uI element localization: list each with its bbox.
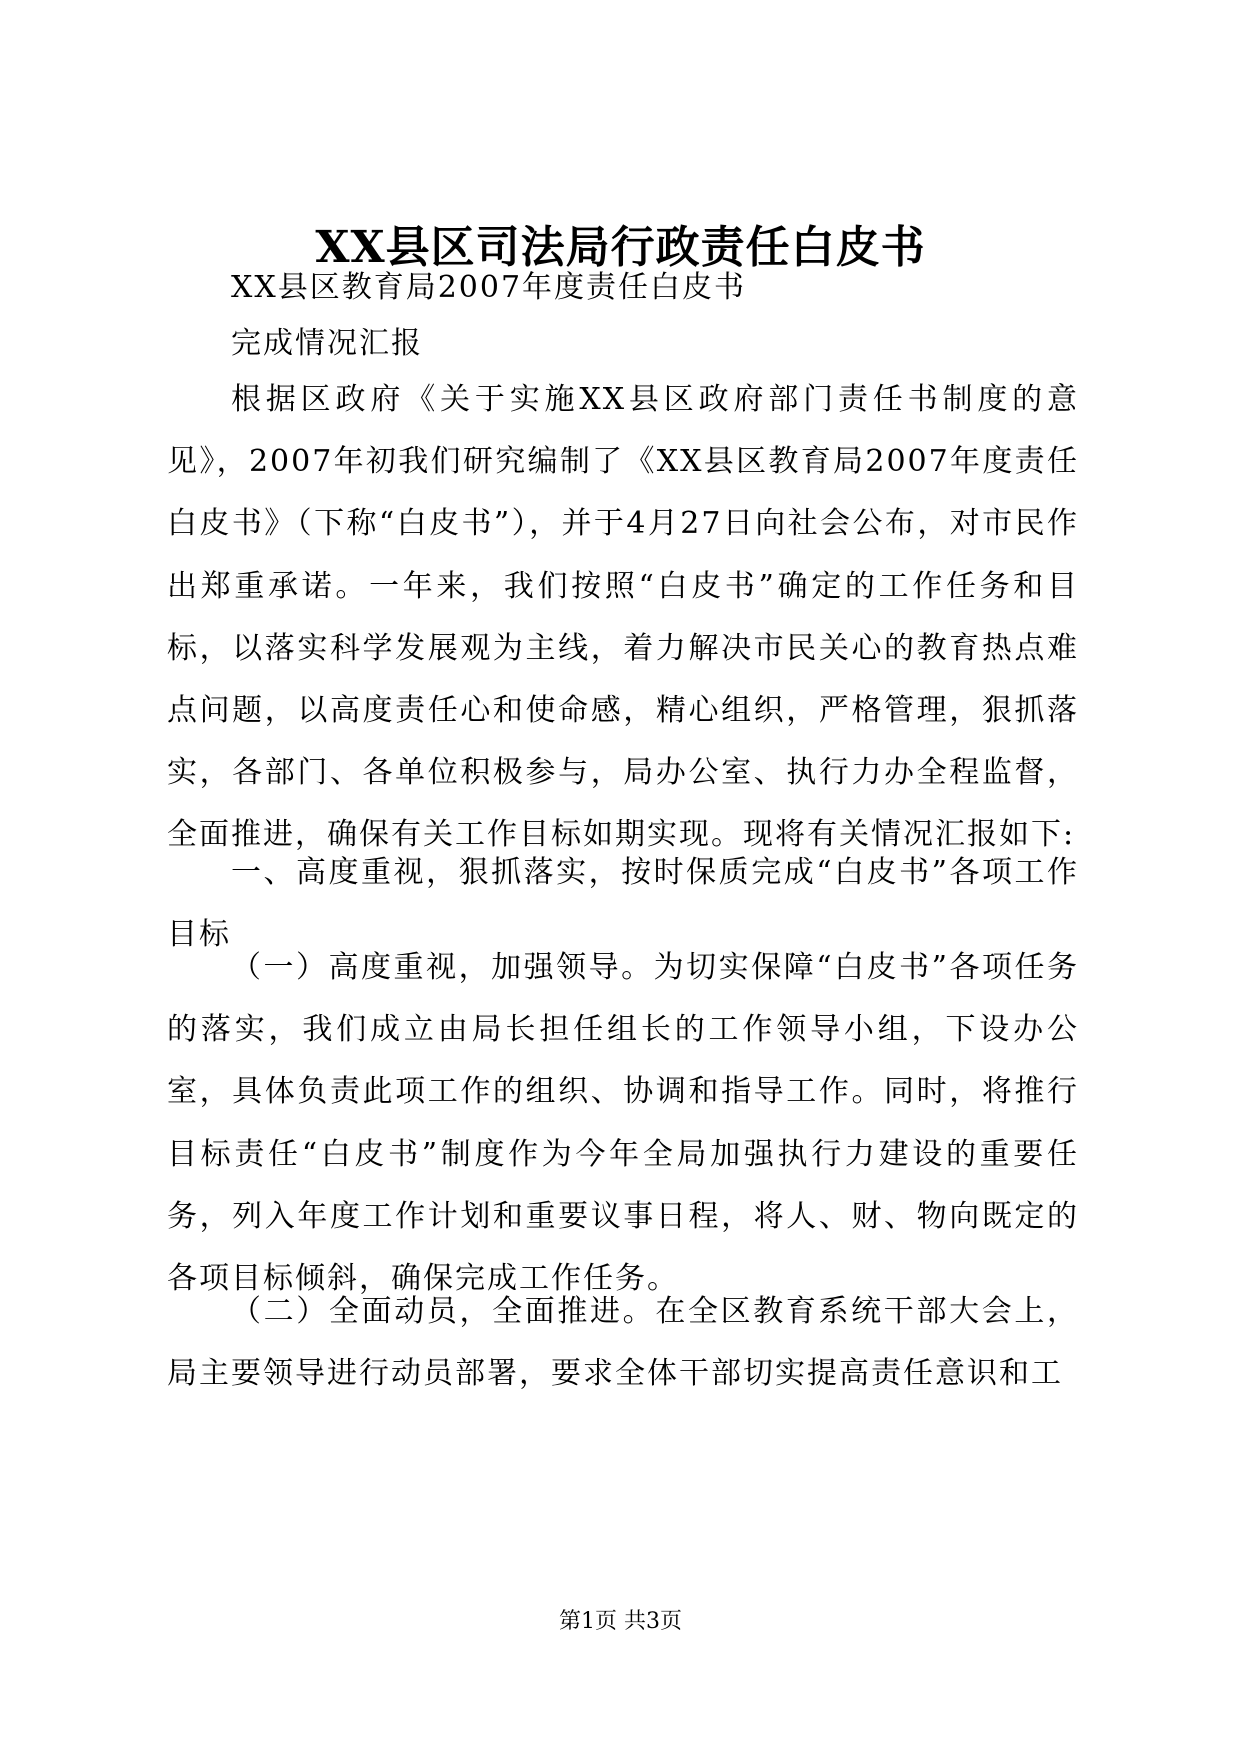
page-number-footer: 第1页 共3页 [559,1609,682,1634]
section-heading-1: 一、高度重视，狠抓落实，按时保质完成“白皮书”各项工作目标 [167,855,1079,953]
paragraph-section-1-1: （一）高度重视，加强领导。为切实保障“白皮书”各项任务的落实，我们成立由局长担任组长的工作领导小组，下设办公室，具体负责此项工作的组织、协调和指导工作。同时，将推行目标责任“白皮书”制度作为今年全局加强执行力建设的重要任务，列入年度工作计划和重要议事日程，将人、财、物向既定的各项目标倾斜，确保完成工作任务。 [167,950,1079,1297]
paragraph-subtitle-2: 完成情况汇报 [231,326,423,361]
paragraph-subtitle: XX县区教育局2007年度责任白皮书 [231,270,747,305]
document-title: XX县区司法局行政责任白皮书 [315,222,926,273]
paragraph-section-1-2: （二）全面动员，全面推进。在全区教育系统干部大会上，局主要领导进行动员部署，要求全体干部切实提高责任意识和工 [167,1294,1079,1392]
paragraph-intro: 根据区政府《关于实施XX县区政府部门责任书制度的意见》，2007年初我们研究编制了《XX县区教育局2007年度责任白皮书》（下称“白皮书”），并于4月27日向社会公布，对市民作出郑重承诺。一年来，我们按照“白皮书”确定的工作任务和目标，以落实科学发展观为主线，着力解决市民关心的教育热点难点问题，以高度责任心和使命感，精心组织，严格管理，狠抓落实，各部门、各单位积极参与，局办公室、执行力办全程监督，全面推进，确保有关工作目标如期实现。现将有关情况汇报如下: [167,382,1079,853]
